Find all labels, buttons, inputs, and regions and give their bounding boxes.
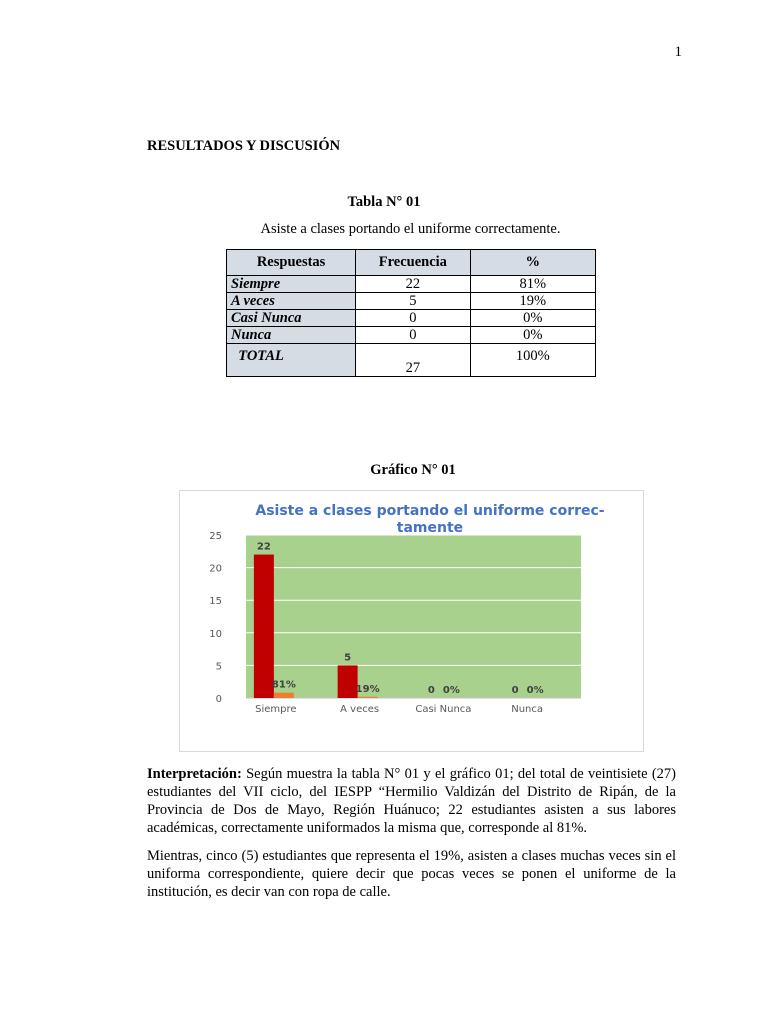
header-frecuencia: Frecuencia <box>356 250 470 276</box>
plot-area <box>246 535 581 698</box>
table-row <box>227 310 596 327</box>
data-label: 0 <box>511 685 519 696</box>
interpretation-lead: Interpretación: <box>147 766 242 782</box>
second-paragraph: Mientras, cinco (5) estudiantes que representa el 19%, asisten a clases muchas veces sin el uniforma correspondiente, quiere decir que pocas veces se ponen el uniforme de la institución, es decir van con ropa de calle. <box>147 848 676 900</box>
bar <box>274 693 294 698</box>
graph-title: Gráfico N° 01 <box>370 462 456 478</box>
row-percent: 0% <box>470 310 595 327</box>
header-respuestas: Respuestas <box>227 250 356 276</box>
row-percent: 19% <box>470 293 595 310</box>
table-row <box>227 327 596 344</box>
row-label: A veces <box>227 293 356 310</box>
table-row <box>227 276 596 293</box>
total-frequency: 27 <box>356 344 470 377</box>
row-frequency: 22 <box>356 276 470 293</box>
row-label: Casi Nunca <box>227 310 356 327</box>
interpretation-paragraph <box>147 765 676 837</box>
x-tick-label: A veces <box>340 704 380 715</box>
table-title: Tabla N° 01 <box>347 194 421 210</box>
table-row <box>227 293 596 310</box>
page-number: 1 <box>674 44 682 60</box>
bar <box>358 697 378 698</box>
row-label: Nunca <box>227 327 356 344</box>
chart-frame <box>179 490 644 752</box>
data-label: 81% <box>271 679 296 691</box>
frequency-table <box>226 249 596 377</box>
y-tick-label: 20 <box>209 563 222 575</box>
header-percent: % <box>470 250 595 276</box>
row-frequency: 5 <box>356 293 470 310</box>
bar <box>338 665 358 698</box>
table-caption: Asiste a clases portando el uniforme correctamente. <box>260 221 561 237</box>
interpretation-text: Según muestra la tabla N° 01 y el gráfico 01; del total de veintisiete (27) estudiantes del VII ciclo, del IESPP “Hermilio Valdizán del Distrito de Ripán, de la Provincia de Dos de Mayo, Región Huánuco; 22 estudiantes asisten a sus labores académicas, correctamente uniformados la misma que, corresponde al 81%. <box>147 766 676 836</box>
row-percent: 81% <box>470 276 595 293</box>
y-tick-label: 25 <box>209 531 222 542</box>
y-tick-label: 0 <box>215 694 222 705</box>
data-label: 19% <box>355 683 380 695</box>
chart-title: Asiste a clases portando el uniforme correc-tamente <box>255 503 605 536</box>
data-label: 0% <box>526 685 544 696</box>
data-label: 0 <box>427 685 435 696</box>
row-frequency: 0 <box>356 310 470 327</box>
total-percent: 100% <box>470 344 595 377</box>
row-frequency: 0 <box>356 327 470 344</box>
total-label: TOTAL <box>227 344 356 377</box>
data-label: 0% <box>442 685 460 696</box>
y-tick-label: 10 <box>209 628 222 640</box>
y-tick-label: 5 <box>215 661 222 673</box>
y-tick-label: 15 <box>209 596 222 608</box>
x-tick-label: Nunca <box>511 704 544 715</box>
table-header-row <box>227 250 596 276</box>
row-label: Siempre <box>227 276 356 293</box>
bar <box>254 555 274 698</box>
data-label: 5 <box>344 652 352 664</box>
data-label: 22 <box>256 541 271 553</box>
section-heading: RESULTADOS Y DISCUSIÓN <box>147 138 341 154</box>
x-tick-label: Casi Nunca <box>415 704 472 715</box>
table-total-row <box>227 344 596 377</box>
row-percent: 0% <box>470 327 595 344</box>
x-tick-label: Siempre <box>255 704 297 715</box>
